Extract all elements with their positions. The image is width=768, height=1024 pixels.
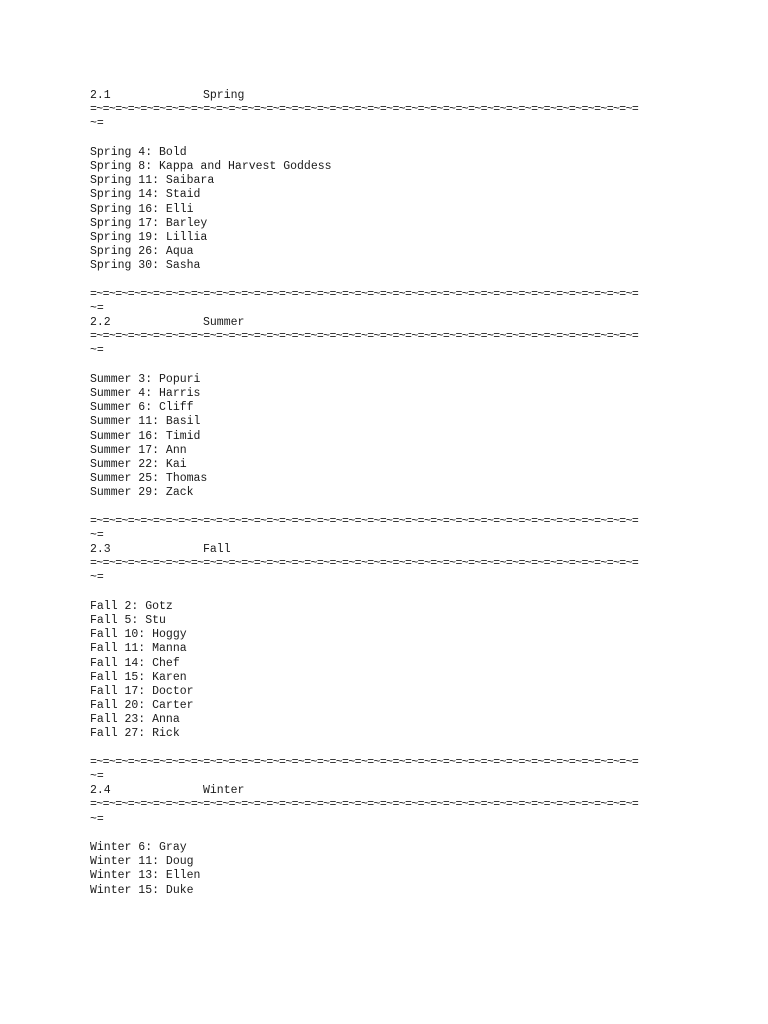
list-item: Summer 3: Popuri: [90, 372, 201, 386]
divider-tail: ~=: [90, 117, 104, 131]
list-item: Fall 10: Hoggy: [90, 628, 187, 642]
divider-line: =~=~=~=~=~=~=~=~=~=~=~=~=~=~=~=~=~=~=~=~=~=~=~=~=~=~=~=~=~=~=~=~=~=~=~=~=~=~=~=~=~=~=~=: [90, 103, 639, 117]
list-item: Winter 6: Gray: [90, 840, 187, 854]
blank-line: [90, 500, 690, 514]
list-item: Summer 25: Thomas: [90, 472, 208, 486]
list-item: Fall 2: Gotz: [90, 599, 173, 613]
list-item: Fall 15: Karen: [90, 670, 187, 684]
blank-line: [90, 273, 690, 287]
blank-line: [90, 827, 690, 841]
section-heading: [90, 543, 690, 557]
section-title: Winter: [203, 784, 245, 798]
list-item: Spring 11: Saibara: [90, 174, 215, 188]
section-title: Summer: [203, 316, 245, 329]
section-number: 2.3: [90, 543, 111, 556]
list-item: Summer 17: Ann: [90, 443, 187, 457]
list-item: Summer 4: Harris: [90, 386, 201, 400]
section-number: 2.1: [90, 89, 111, 102]
divider-line: =~=~=~=~=~=~=~=~=~=~=~=~=~=~=~=~=~=~=~=~=~=~=~=~=~=~=~=~=~=~=~=~=~=~=~=~=~=~=~=~=~=~=~=: [90, 330, 639, 344]
divider-tail: ~=: [90, 770, 104, 783]
list-item: Fall 11: Manna: [90, 642, 187, 656]
list-item: Spring 17: Barley: [90, 216, 208, 230]
divider-tail: ~=: [90, 571, 104, 585]
section-number: 2.4: [90, 784, 111, 798]
blank-line: [90, 132, 690, 146]
list-item: Spring 16: Elli: [90, 202, 194, 216]
section-heading: [90, 784, 690, 798]
list-item: Spring 14: Staid: [90, 188, 201, 202]
section-title: Spring: [203, 89, 245, 102]
blank-line: [90, 586, 690, 600]
list-item: Winter 11: Doug: [90, 855, 194, 869]
list-item: Spring 4: Bold: [90, 145, 187, 159]
section-number: 2.2: [90, 316, 111, 329]
divider-line: =~=~=~=~=~=~=~=~=~=~=~=~=~=~=~=~=~=~=~=~=~=~=~=~=~=~=~=~=~=~=~=~=~=~=~=~=~=~=~=~=~=~=~=: [90, 798, 639, 812]
divider-line: =~=~=~=~=~=~=~=~=~=~=~=~=~=~=~=~=~=~=~=~=~=~=~=~=~=~=~=~=~=~=~=~=~=~=~=~=~=~=~=~=~=~=~=: [90, 755, 639, 769]
section-spring: [90, 89, 690, 316]
blank-line: [90, 359, 690, 373]
section-heading: [90, 316, 690, 330]
divider-line: =~=~=~=~=~=~=~=~=~=~=~=~=~=~=~=~=~=~=~=~=~=~=~=~=~=~=~=~=~=~=~=~=~=~=~=~=~=~=~=~=~=~=~=: [90, 287, 639, 301]
document-page: [90, 89, 690, 898]
list-item: Spring 30: Sasha: [90, 259, 201, 273]
section-fall: [90, 543, 690, 784]
section-summer: [90, 316, 690, 543]
list-item: Summer 22: Kai: [90, 457, 187, 471]
list-item: Fall 27: Rick: [90, 727, 180, 741]
list-item: Fall 20: Carter: [90, 699, 194, 713]
list-item: Summer 6: Cliff: [90, 401, 194, 415]
list-item: Fall 17: Doctor: [90, 684, 194, 698]
divider-line: =~=~=~=~=~=~=~=~=~=~=~=~=~=~=~=~=~=~=~=~=~=~=~=~=~=~=~=~=~=~=~=~=~=~=~=~=~=~=~=~=~=~=~=: [90, 557, 639, 571]
list-item: Spring 19: Lillia: [90, 230, 208, 244]
section-title: Fall: [203, 543, 231, 556]
list-item: Summer 11: Basil: [90, 415, 201, 429]
divider-tail: ~=: [90, 528, 104, 542]
list-item: Winter 13: Ellen: [90, 869, 201, 883]
blank-line: [90, 742, 690, 756]
list-item: Winter 15: Duke: [90, 883, 194, 897]
section-winter: [90, 784, 690, 898]
list-item: Fall 23: Anna: [90, 713, 180, 727]
list-item: Spring 8: Kappa and Harvest Goddess: [90, 159, 332, 173]
divider-tail: ~=: [90, 812, 104, 826]
section-heading: [90, 89, 690, 103]
list-item: Fall 5: Stu: [90, 613, 166, 627]
divider-tail: ~=: [90, 301, 104, 315]
list-item: Fall 14: Chef: [90, 656, 180, 670]
list-item: Spring 26: Aqua: [90, 245, 194, 259]
list-item: Summer 29: Zack: [90, 486, 194, 500]
divider-tail: ~=: [90, 344, 104, 358]
divider-line: =~=~=~=~=~=~=~=~=~=~=~=~=~=~=~=~=~=~=~=~=~=~=~=~=~=~=~=~=~=~=~=~=~=~=~=~=~=~=~=~=~=~=~=: [90, 514, 639, 528]
list-item: Summer 16: Timid: [90, 429, 201, 443]
